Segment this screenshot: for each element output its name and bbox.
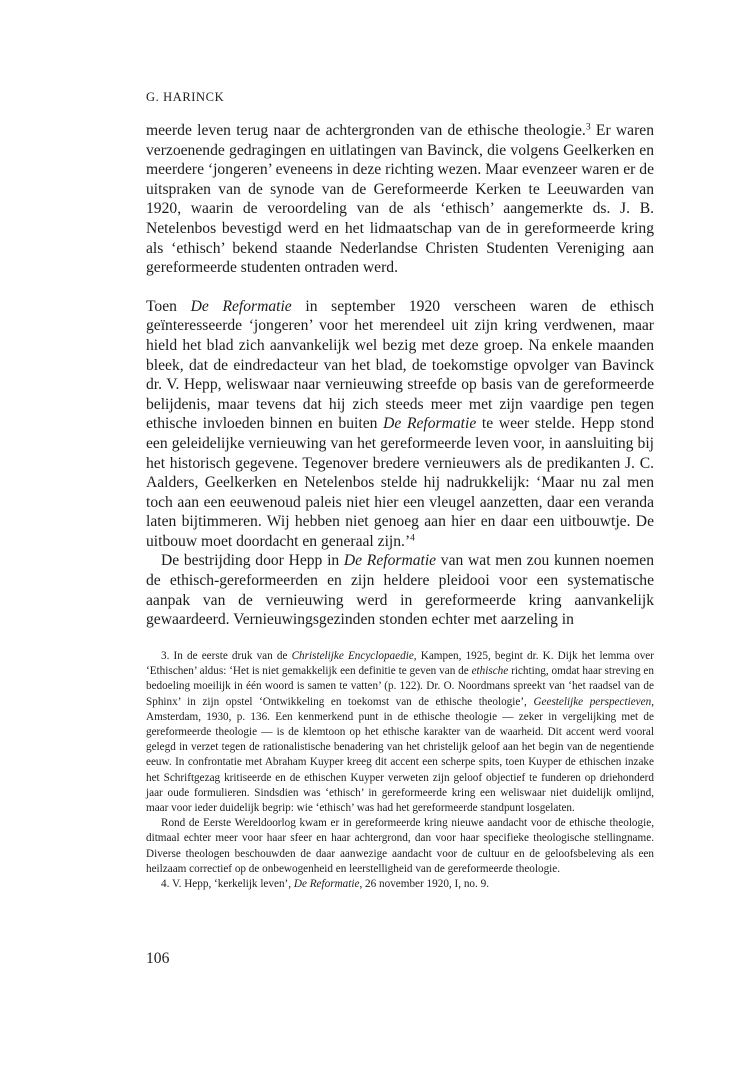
- footnote-3: 3. In de eerste druk van de Christelijke Encyclopaedie, Kampen, 1925, begint dr. K. Dijk het lemma over ‘Ethischen’ aldus: ‘Het is niet gemakkelijk een definitie te geven van de ethische richting, omdat haar streving en bedoeling moeilijk in één woord is samen te vatten’ (p. 122). Dr. O. Noordmans spreekt van ‘het raadsel van de Sphinx’ in zijn opstel ‘Ontwikkeling en toekomst van de ethische theologie’, Geestelijke perspectieven, Amsterdam, 1930, p. 136. Een kenmerkend punt in de ethische theologie — zeker in vergelijking met de gereformeerde theologie — is de klemtoon op het ethische karakter van de waarheid. Dit accent werd vooral gelegd in verzet tegen de rationalistische benadering van het christelijk geloof aan het begin van de negentiende eeuw. In confrontatie met Abraham Kuyper kreeg dit accent een scherpe spits, toen Kuyper de ethischen inzake het Schriftgezag kritiseerde en de ethischen Kuyper verweten zijn geloof objectief te funderen op driehonderd jaar oude formulieren. Sindsdien was ‘ethisch’ in gereformeerde kring een weliswaar niet duidelijk omlijnd, maar voor ieder duidelijk begrip: wie ‘ethisch’ was had het gereformeerde standpunt losgelaten.: [146, 650, 654, 815]
- paragraph-2: Toen De Reformatie in september 1920 verscheen waren de ethisch geïnteresseerde ‘jongeren’ voor het merendeel uit zijn kring verdwenen, maar hield het blad zich aanvankelijk wel bezig met deze groep. Na enkele maanden bleek, dat de eindredacteur van het blad, de toekomstige opvolger van Bavinck dr. V. Hepp, weliswaar naar vernieuwing streefde op basis van de gereformeerde belijdenis, maar tevens dat hij zich steeds meer met zijn vaardige pen tegen ethische invloeden binnen en buiten De Reformatie te weer stelde. Hepp stond een geleidelijke vernieuwing van het gereformeerde leven voor, in aansluiting bij het historisch gegevene. Tegenover bredere vernieuwers als de predikanten J. C. Aalders, Geelkerken en Netelenbos stelde hij nadrukkelijk: ‘Maar nu zal men toch aan een eeuwenoud paleis niet hier een vleugel aanzetten, daar een veranda laten bijtimmeren. Wij hebben niet genoeg aan hier en daar een uitbouwtje. De uitbouw moet doordacht en generaal zijn.’$^4$: [146, 297, 655, 550]
- footnote-ref-3[interactable]: 3: [585, 121, 591, 133]
- paragraph-3: De bestrijding door Hepp in De Reformatie van wat men zou kunnen noemen de ethisch-gereformeerden en zijn heldere pleidooi voor een systematische aanpak van de vernieuwing werd in gereformeerde kring aanvankelijk gewaardeerd. Vernieuwingsgezinden stonden echter met aarzeling in: [146, 552, 654, 629]
- running-head: G. HARINCK: [146, 90, 225, 104]
- footnote-4: 4. V. Hepp, ‘kerkelijk leven’, De Reformatie, 26 november 1920, I, no. 9.: [161, 878, 490, 891]
- journal-title: De Reformatie: [383, 415, 477, 433]
- paragraph-1: meerde leven terug naar de achtergronden van de ethische theologie.$^3$ Er waren verzoenende gedragingen en uitlatingen van Bavinck, die volgens Geelkerken en meerdere ‘jongeren’ eveneens in deze richting wezen. Maar evenzeer waren er de uitspraken van de synode van de Gereformeerde Kerken te Leeuwarden van 1920, waarin de veroordeling van de als ‘ethisch’ aangemerkte ds. J. B. Netelenbos bevestigd werd en het lidmaatschap van de in gereformeerde kring als ‘ethisch’ bekend staande Nederlandse Christen Studenten Vereniging aan gereformeerde studenten ontraden werd.: [146, 121, 655, 277]
- footnote-3-continued: Rond de Eerste Wereldoorlog kwam er in gereformeerde kring nieuwe aandacht voor de ethische theologie, ditmaal echter meer voor haar sfeer en haar achtergrond, dan voor haar specifieke theologische stellingname. Diverse theologen beschouwden de daar aanwezige aandacht voor de cultuur en de geloofsbeleving als een heilzaam correctief op de onbewogenheid en leerstelligheid van de gereformeerde theologie.: [146, 817, 654, 875]
- footnotes: [146, 649, 654, 892]
- journal-title: De Reformatie: [343, 552, 437, 570]
- footnote-ref-4[interactable]: 4: [410, 532, 415, 544]
- body-text: [146, 121, 654, 630]
- page-number: 106: [146, 950, 170, 967]
- journal-title: De Reformatie: [190, 297, 292, 315]
